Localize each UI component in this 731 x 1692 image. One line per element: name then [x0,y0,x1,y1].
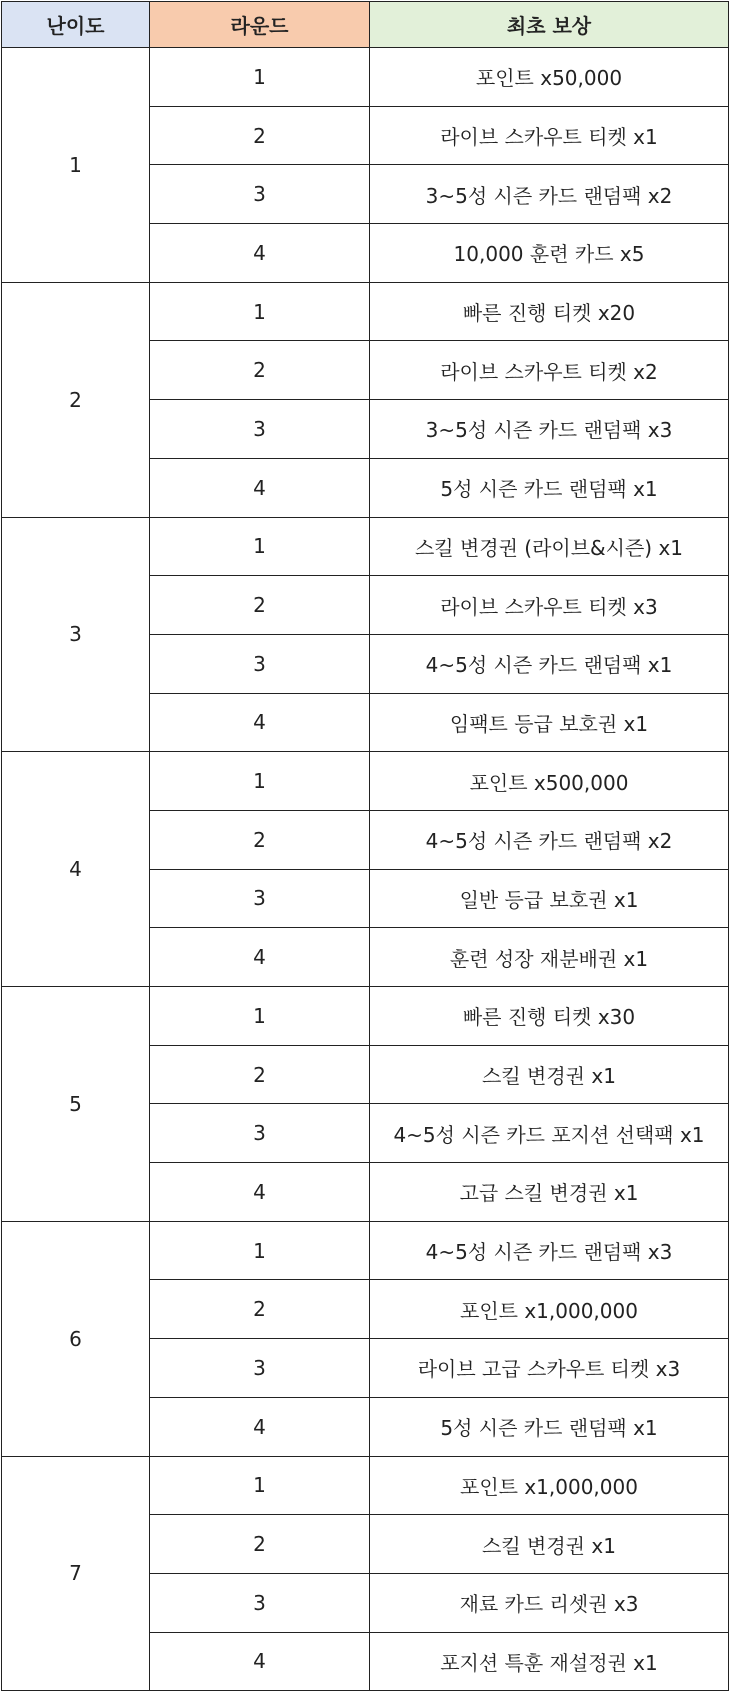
round-cell: 4 [150,1163,370,1222]
difficulty-cell: 3 [2,517,150,752]
round-cell: 2 [150,576,370,635]
round-cell: 2 [150,810,370,869]
round-cell: 2 [150,1045,370,1104]
round-cell: 2 [150,1515,370,1574]
reward-cell: 빠른 진행 티켓 x20 [370,282,729,341]
reward-cell: 빠른 진행 티켓 x30 [370,987,729,1046]
table-row [2,48,729,107]
round-cell: 1 [150,987,370,1046]
reward-table [1,1,729,1691]
reward-cell: 포인트 x500,000 [370,752,729,811]
reward-cell: 포지션 특훈 재설정권 x1 [370,1632,729,1691]
reward-cell: 4~5성 시즌 카드 랜덤팩 x1 [370,634,729,693]
round-cell: 3 [150,400,370,459]
reward-cell: 10,000 훈련 카드 x5 [370,224,729,283]
round-cell: 3 [150,1104,370,1163]
round-cell: 1 [150,48,370,107]
table-row [2,1456,729,1515]
header-row [2,2,729,48]
reward-cell: 3~5성 시즌 카드 랜덤팩 x2 [370,165,729,224]
difficulty-header: 난이도 [2,2,150,48]
first-reward-header: 최초 보상 [370,2,729,48]
difficulty-cell: 4 [2,752,150,987]
round-cell: 4 [150,1397,370,1456]
table-row [2,987,729,1046]
round-cell: 4 [150,928,370,987]
table-row [2,517,729,576]
reward-cell: 포인트 x50,000 [370,48,729,107]
reward-cell: 라이브 스카우트 티켓 x3 [370,576,729,635]
round-cell: 3 [150,869,370,928]
round-cell: 4 [150,1632,370,1691]
reward-cell: 고급 스킬 변경권 x1 [370,1163,729,1222]
reward-cell: 4~5성 시즌 카드 랜덤팩 x2 [370,810,729,869]
difficulty-cell: 5 [2,987,150,1222]
difficulty-cell: 1 [2,48,150,283]
reward-cell: 라이브 고급 스카우트 티켓 x3 [370,1339,729,1398]
round-cell: 4 [150,224,370,283]
round-cell: 1 [150,1456,370,1515]
reward-cell: 일반 등급 보호권 x1 [370,869,729,928]
round-cell: 2 [150,341,370,400]
reward-cell: 스킬 변경권 (라이브&시즌) x1 [370,517,729,576]
reward-cell: 재료 카드 리셋권 x3 [370,1573,729,1632]
round-header: 라운드 [150,2,370,48]
reward-cell: 스킬 변경권 x1 [370,1045,729,1104]
round-cell: 2 [150,1280,370,1339]
reward-cell: 4~5성 시즌 카드 랜덤팩 x3 [370,1221,729,1280]
round-cell: 3 [150,1573,370,1632]
round-cell: 1 [150,517,370,576]
reward-cell: 4~5성 시즌 카드 포지션 선택팩 x1 [370,1104,729,1163]
table-row [2,752,729,811]
reward-cell: 5성 시즌 카드 랜덤팩 x1 [370,458,729,517]
reward-cell: 임팩트 등급 보호권 x1 [370,693,729,752]
round-cell: 2 [150,106,370,165]
difficulty-cell: 6 [2,1221,150,1456]
difficulty-cell: 2 [2,282,150,517]
round-cell: 3 [150,165,370,224]
table-row [2,1221,729,1280]
reward-cell: 3~5성 시즌 카드 랜덤팩 x3 [370,400,729,459]
reward-cell: 5성 시즌 카드 랜덤팩 x1 [370,1397,729,1456]
round-cell: 3 [150,1339,370,1398]
round-cell: 1 [150,282,370,341]
round-cell: 4 [150,693,370,752]
reward-cell: 포인트 x1,000,000 [370,1456,729,1515]
reward-cell: 라이브 스카우트 티켓 x1 [370,106,729,165]
table-row [2,282,729,341]
round-cell: 1 [150,752,370,811]
reward-cell: 훈련 성장 재분배권 x1 [370,928,729,987]
reward-cell: 라이브 스카우트 티켓 x2 [370,341,729,400]
round-cell: 4 [150,458,370,517]
reward-cell: 포인트 x1,000,000 [370,1280,729,1339]
reward-table-body [2,48,729,1691]
difficulty-cell: 7 [2,1456,150,1691]
round-cell: 3 [150,634,370,693]
reward-cell: 스킬 변경권 x1 [370,1515,729,1574]
round-cell: 1 [150,1221,370,1280]
